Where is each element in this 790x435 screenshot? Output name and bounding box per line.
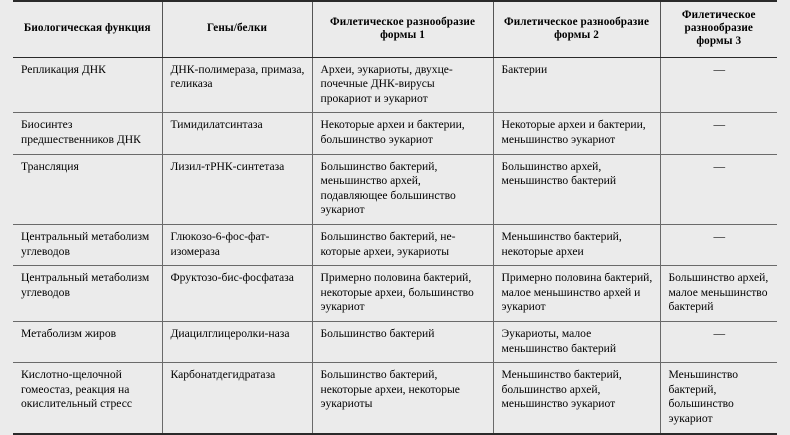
cell-form3: — (660, 57, 777, 113)
cell-form1: Некоторые археи и бактерии, большинство эукариот (312, 113, 493, 154)
cell-form1: Большинство бактерий, некоторые археи, некоторые эукариоты (312, 363, 493, 434)
cell-form1: Археи, эукариоты, двухце-почечные ДНК-вирусы прокариот и эукариот (312, 57, 493, 113)
column-header-phyletic-diversity-form-2: Филетическое разнообразие формы 2 (493, 1, 660, 57)
cell-genes: Диацилглицеролки-наза (162, 321, 312, 362)
table-body (13, 57, 777, 433)
column-header-phyletic-diversity-form-1: Филетическое разнообразие формы 1 (312, 1, 493, 57)
phyletic-diversity-table (13, 0, 777, 435)
cell-function: Центральный метаболизм углеводов (13, 266, 162, 322)
cell-genes: Тимидилатсинтаза (162, 113, 312, 154)
table-row (13, 113, 777, 154)
cell-form2: Меньшинство бактерий, некоторые археи (493, 225, 660, 266)
cell-form2: Некоторые археи и бактерии, меньшинство эукариот (493, 113, 660, 154)
cell-form3: — (660, 225, 777, 266)
cell-form1: Примерно половина бактерий, некоторые археи, большинство эукариот (312, 266, 493, 322)
cell-function: Кислотно-щелочной гомеостаз, реакция на окислительный стресс (13, 363, 162, 434)
table-header (13, 1, 777, 57)
cell-form1: Большинство бактерий, не-которые археи, эукариоты (312, 225, 493, 266)
cell-form3: Большинство архей, малое меньшинство бактерий (660, 266, 777, 322)
cell-form1: Большинство бактерий, меньшинство архей, подавляющее большинство эукариот (312, 154, 493, 224)
cell-form2: Примерно половина бактерий, малое меньшинство архей и эукариот (493, 266, 660, 322)
cell-genes: Карбонатдегидратаза (162, 363, 312, 434)
column-header-phyletic-diversity-form-3: Филетическое разнообразие формы 3 (660, 1, 777, 57)
cell-genes: Лизил-тРНК-синтетаза (162, 154, 312, 224)
cell-genes: Глюкозо-6-фос-фат-изомераза (162, 225, 312, 266)
table-row (13, 321, 777, 362)
cell-form2: Эукариоты, малое меньшинство бактерий (493, 321, 660, 362)
cell-function: Трансляция (13, 154, 162, 224)
cell-function: Центральный метаболизм углеводов (13, 225, 162, 266)
cell-function: Метаболизм жиров (13, 321, 162, 362)
cell-form3: Меньшинство бактерий, большинство эукариот (668, 368, 739, 425)
cell-form2: Бактерии (493, 57, 660, 113)
cell-function: Биосинтез предшественников ДНК (13, 113, 162, 154)
cell-form2: Большинство архей, меньшинство бактерий (493, 154, 660, 224)
table-row (13, 154, 777, 224)
table-row (13, 266, 777, 322)
column-header-genes-proteins: Гены/белки (162, 1, 312, 57)
column-header-biological-function: Биологическая функция (13, 1, 162, 57)
cell-form2: Меньшинство бактерий, большинство архей, меньшинство эукариот (493, 363, 660, 434)
cell-function: Репликация ДНК (13, 57, 162, 113)
cell-form3: — (660, 154, 777, 224)
table-row (13, 225, 777, 266)
cell-form1: Большинство бактерий (312, 321, 493, 362)
cell-genes: ДНК-полимераза, примаза, геликаза (162, 57, 312, 113)
header-row (13, 1, 777, 57)
table-row (13, 363, 777, 434)
cell-form3: — (660, 321, 777, 362)
cell-form3: — (660, 113, 777, 154)
table-row (13, 57, 777, 113)
cell-genes: Фруктозо-бис-фосфатаза (162, 266, 312, 322)
